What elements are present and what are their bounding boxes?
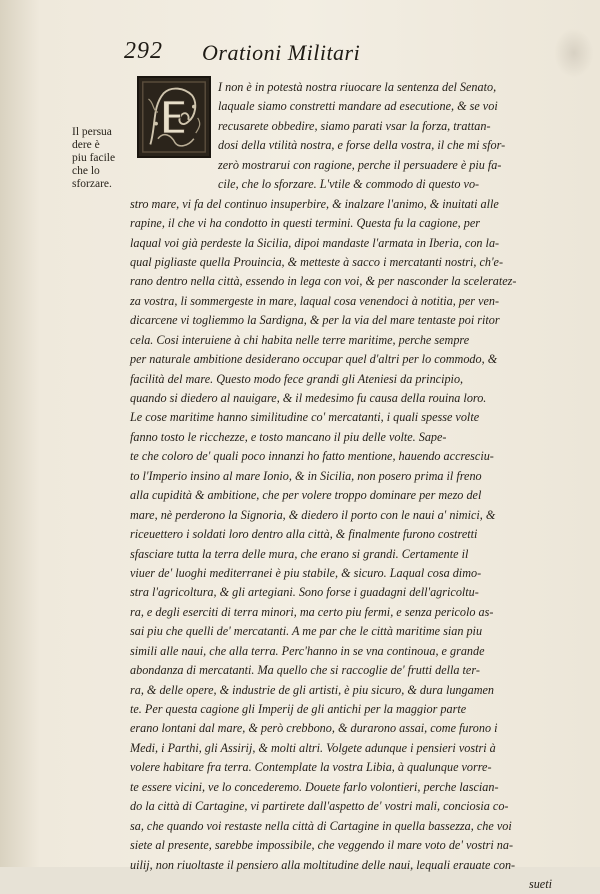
text-line: qual pigliaste quella Prouincia, & metteste à sacco i mercatanti nostri, ch'e- [130, 254, 504, 269]
margin-note-line: Il persua [72, 126, 112, 138]
text-line: sai piu che quelli de' mercatanti. A me par che le città maritime sian piu [130, 624, 483, 639]
text-line: laquale siamo constretti mandare ad esecutione, & se voi [218, 99, 498, 114]
margin-note-line: dere è [72, 139, 100, 151]
text-line: erano lontani dal mare, & però crebbono, & durarono assai, come furono i [130, 721, 498, 736]
text-line: to l'Imperio insino al mare Ionio, & in Sicilia, non posero prima il freno [130, 468, 482, 483]
text-line: Medi, i Parthi, gli Assirij, & molti altri. Volgete adunque i pensieri vostri à [130, 740, 496, 755]
margin-note-line: sforzare. [72, 178, 112, 190]
text-line: fanno tosto le ricchezze, e tosto mancano il piu delle volte. Sape- [130, 429, 447, 444]
text-line: alla cupidità & ambitione, che per volere troppo dominare per mezo del [130, 488, 482, 503]
text-line: siete al presente, sarebbe impossibile, che veggendo il mare voto de' vostri na- [130, 838, 514, 853]
text-line: uilij, non riuoltaste il pensiero alla moltitudine delle naui, lequali erauate con- [130, 857, 516, 872]
text-line: do la città di Cartagine, vi partirete dall'aspetto de' vostri mali, conciosia co- [130, 799, 509, 814]
text-line: rano dentro nella città, essendo in lega con voi, & per nasconder la sceleratez- [130, 274, 517, 289]
text-line: volere habitare fra terra. Contemplate la vostra Libia, à qualunque vorre- [130, 760, 492, 775]
text-line: cela. Cosi interuiene à chi habita nelle terre maritime, perche sempre [130, 332, 470, 347]
text-line: per naturale ambitione desiderano occupar quel d'altri per lo commodo, & [130, 352, 498, 367]
margin-note-line: piu facile [72, 152, 116, 164]
text-line: abondanza di mercatanti. Ma quello che si raccoglie de' frutti della ter- [130, 663, 480, 678]
text-line: viuer de' luoghi mediterranei è piu stabile, & sicuro. Laqual cosa dimo- [130, 565, 482, 580]
running-head: Orationi Militari [202, 40, 361, 65]
text-line: Le cose maritime hanno similitudine co' mercatanti, i quali spesse volte [130, 410, 480, 425]
text-line: dosi della vtilità nostra, e forse della vostra, il che mi sfor- [218, 138, 506, 153]
text-line: quando si diedero al nauigare, & il medesimo fu causa della rouina loro. [130, 391, 487, 405]
text-line: ra, e degli eserciti di terra minori, ma certo piu fermi, e senza pericolo as- [130, 604, 494, 619]
text-line: zerò mostrarui con ragione, perche il persuadere è piu fa- [218, 157, 502, 172]
text-line: stra l'agricoltura, & gli artegiani. Sono forse i guadagni dell'agricoltu- [130, 585, 479, 600]
text-line: sa, che quando voi restaste nella città di Cartagine in quella bassezza, che voi [130, 818, 512, 833]
text-line: I non è in potestà nostra riuocare la sentenza del Senato, [218, 80, 497, 94]
text-line: sfasciare tutta la terra delle mura, che erano si grandi. Certamente il [130, 546, 469, 561]
catchword: sueti [528, 876, 552, 891]
text-line: simili alle naui, che alla terra. Perc'hanno in se vna continoua, e grande [130, 643, 485, 658]
text-line: riceuettero i soldati loro dentro alla città, & finalmente furono costretti [130, 527, 478, 542]
text-line: ra, & delle opere, & industrie de gli artisti, è piu sicuro, & dura lungamen [130, 682, 495, 697]
oration-body-text [130, 78, 570, 894]
text-line: rapine, il che vi ha condotto in questi termini. Questa fu la cagione, per [130, 216, 480, 231]
page-header [124, 38, 544, 68]
text-line: stro mare, vi fa del continuo insuperbire, & inalzare l'animo, & inuitati alle [130, 196, 499, 211]
text-line: recusarete obbedire, siamo parati vsar la forza, trattan- [218, 118, 491, 133]
page-number: 292 [124, 38, 163, 64]
text-line: te che coloro de' quali poco innanzi ho fatto mentione, hauendo accresciu- [130, 449, 494, 464]
bleed-through-shadow [554, 28, 594, 78]
text-line: za vostra, li sommergeste in mare, laqual cosa venendoci à notitia, per ven- [130, 293, 500, 308]
text-line: dicarcene vi togliemmo la Sardigna, & per la via del mare tentaste poi ritor [130, 313, 500, 328]
text-line: mare, nè perderono la Signoria, & diedero il porto con le naui a' nimici, & [130, 507, 496, 522]
text-line: laqual voi già perdeste la Sicilia, dipoi mandaste l'armata in Iberia, con la- [130, 235, 500, 250]
text-line: cile, che lo sforzare. L'vtile & commodo di questo vo- [218, 177, 480, 192]
margin-note-line: che lo [72, 165, 100, 177]
margin-note [72, 126, 132, 191]
text-line: facilità del mare. Questo modo fece grandi gli Ateniesi da principio, [130, 371, 464, 386]
text-line: te. Per questa cagione gli Imperij de gli antichi per la maggior parte [130, 702, 467, 716]
text-line: te essere vicini, ve lo concederemo. Douete farlo volontieri, perche lascian- [130, 779, 499, 794]
